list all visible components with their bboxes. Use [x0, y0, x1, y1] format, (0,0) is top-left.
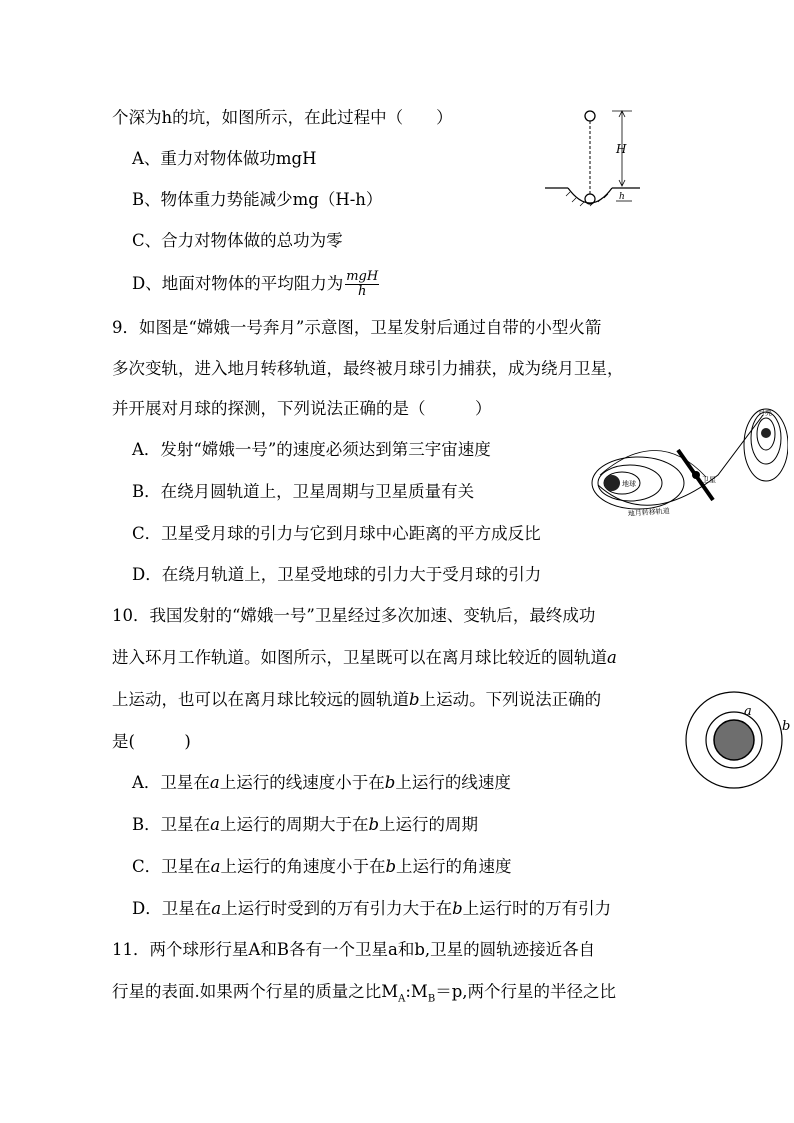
q10-option-a	[132, 772, 511, 794]
q9-option-d: D．在绕月轨道上，卫星受地球的引力大于受月球的引力	[132, 565, 542, 584]
q10-stem-line-2	[112, 647, 617, 669]
q11-stem-line-1: 11．两个球形行星A和B各有一个卫星a和b,卫星的圆轨迹接近各自	[112, 940, 596, 959]
q10-line2-text: 进入环月工作轨道。如图所示，卫星既可以在离月球比较近的圆轨道	[112, 648, 607, 667]
q10-c-2: 上运行的角速度小于在	[220, 857, 386, 876]
q9-stem-line-1: 9．如图是“嫦娥一号奔月”示意图，卫星发射后通过自带的小型火箭	[112, 318, 602, 337]
label-h: h	[619, 192, 625, 202]
q10-option-b	[132, 814, 478, 836]
q10-line3-text-2: 上运动。下列说法正确的	[419, 690, 602, 709]
var-b: b	[385, 857, 397, 876]
q10-d-2: 上运行时受到的万有引力大于在	[221, 899, 453, 918]
var-b: b	[452, 899, 463, 918]
q10-a-1: A．卫星在	[132, 773, 210, 792]
q8-figure	[540, 100, 650, 219]
earth-label: 地球	[622, 480, 636, 488]
q10-b-2: 上运行的周期大于在	[219, 815, 369, 834]
q11-line2-c: ＝p,两个行星的半径之比	[435, 982, 617, 1001]
q10-b-1: B．卫星在	[132, 815, 211, 834]
q10-stem-line-1: 10．我国发射的“嫦娥一号”卫星经过多次加速、变轨后，最终成功	[112, 606, 596, 625]
q10-stem-line-4: 是( )	[112, 732, 191, 751]
q10-a-3: 上运行的线速度	[395, 773, 511, 792]
var-b: b	[409, 690, 420, 709]
var-b: b	[368, 815, 380, 834]
q10-d-3: 上运行时的万有引力	[462, 899, 612, 918]
var-a: a	[210, 857, 221, 876]
var-a: a	[209, 773, 220, 792]
var-a: a	[210, 815, 220, 834]
q10-stem-line-3	[112, 689, 601, 711]
var-b: b	[384, 773, 396, 792]
fraction-denominator: h	[358, 284, 367, 299]
satellite-label: 卫星	[702, 476, 716, 484]
q10-b-3: 上运行的周期	[379, 815, 479, 834]
q10-figure	[684, 688, 794, 802]
q11-stem-line-2	[112, 981, 616, 1010]
q9-option-c: C．卫星受月球的引力与它到月球中心距离的平方成反比	[132, 524, 541, 543]
q10-a-2: 上运行的线速度小于在	[219, 773, 385, 792]
orbit-label: 地月转移轨道	[627, 507, 671, 518]
q10-line3-text-1: 上运动，也可以在离月球比较远的圆轨道	[112, 690, 409, 709]
q9-stem-line-3: 并开展对月球的探测，下列说法正确的是（ ）	[112, 399, 492, 418]
q10-d-1: D．卫星在	[132, 899, 212, 918]
q8-option-a: A、重力对物体做功mgH	[132, 149, 317, 168]
q10-c-3: 上运行的角速度	[396, 857, 512, 876]
q9-stem-line-2: 多次变轨，进入地月转移轨道，最终被月球引力捕获，成为绕月卫星，	[112, 359, 624, 378]
q10-c-1: C．卫星在	[132, 857, 211, 876]
q10-option-c	[132, 856, 512, 878]
subscript-A: A	[398, 993, 406, 1005]
q11-line2-a: 行星的表面.如果两个行星的质量之比M	[112, 982, 399, 1001]
orbit-a-label: a	[744, 704, 752, 719]
label-H: H	[616, 142, 627, 156]
q8-stem-tail: 个深为h的坑，如图所示，在此过程中（ ）	[112, 108, 453, 127]
subscript-B: B	[427, 993, 436, 1005]
fraction-mgH-over-h	[345, 270, 379, 299]
q9-option-b: B．在绕月圆轨道上，卫星周期与卫星质量有关	[132, 482, 475, 501]
q8-option-b: B、物体重力势能减少mg（H-h）	[132, 190, 383, 209]
orbit-b-label: b	[782, 719, 791, 734]
q10-option-d	[132, 898, 611, 920]
q8-option-d-text: D、地面对物体的平均阻力为	[132, 274, 344, 293]
q9-option-a: A．发射“嫦娥一号”的速度必须达到第三宇宙速度	[132, 440, 491, 459]
var-a: a	[607, 648, 617, 667]
q8-option-c: C、合力对物体做的总功为零	[132, 231, 343, 250]
var-a: a	[211, 899, 222, 918]
fraction-numerator: mgH	[346, 269, 379, 284]
q11-line2-b: :M	[405, 982, 428, 1001]
q9-figure	[588, 405, 788, 529]
q8-option-d	[132, 270, 379, 299]
moon-label: 月亮	[758, 409, 772, 417]
